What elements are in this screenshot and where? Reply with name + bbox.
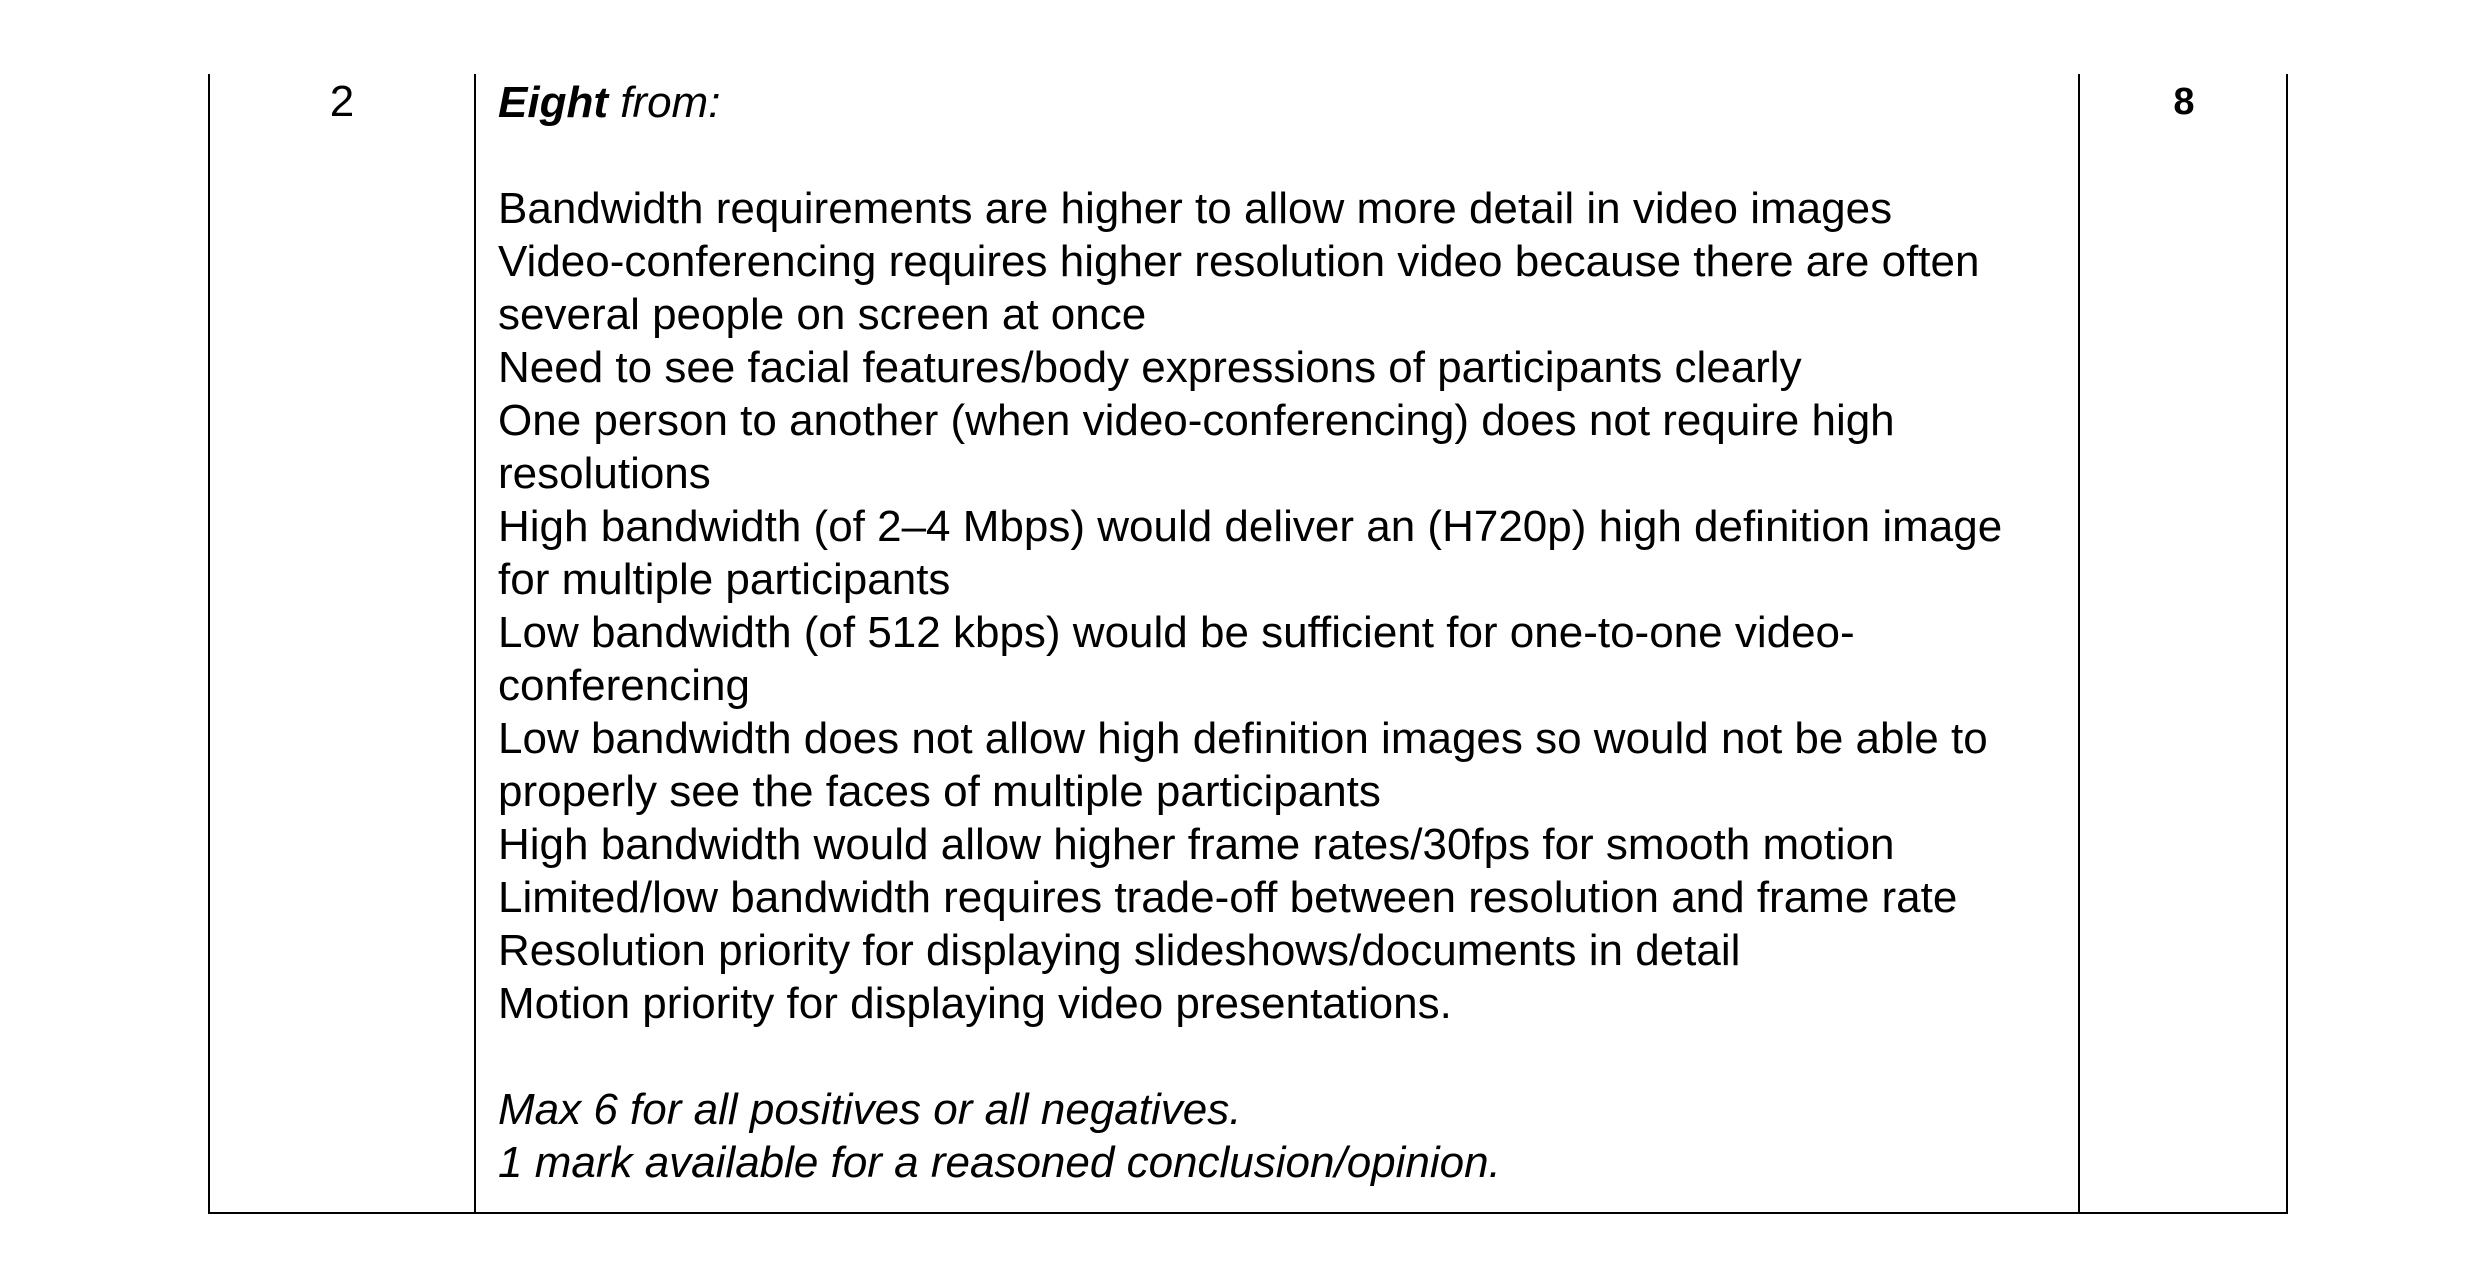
answer-point: Video-conferencing requires higher resolution video because there are often several people on screen at once (498, 237, 1980, 339)
marks-value: 8 (2173, 81, 2195, 123)
mark-scheme-table (208, 0, 2288, 1214)
marking-note: Max 6 for all positives or all negatives. (498, 1085, 1242, 1134)
answer-heading-count: Eight (498, 78, 608, 127)
column-divider-answer (2078, 74, 2080, 1214)
answer-point: Bandwidth requirements are higher to allow more detail in video images (498, 184, 1893, 233)
answer-point: Motion priority for displaying video presentations. (498, 979, 1452, 1028)
answer-point: Resolution priority for displaying slideshows/documents in detail (498, 926, 1741, 975)
answer-point: High bandwidth would allow higher frame rates/30fps for smooth motion (498, 820, 1895, 869)
answer-point: Low bandwidth (of 512 kbps) would be sufficient for one-to-one video-conferencing (498, 608, 1855, 710)
answer-heading (498, 76, 2038, 129)
question-number: 2 (329, 77, 355, 126)
answer-point: Low bandwidth does not allow high definition images so would not be able to properly see the faces of multiple participants (498, 714, 1988, 816)
table-border-left (208, 74, 210, 1214)
answer-heading-rest: from: (607, 78, 721, 127)
answer-point: Limited/low bandwidth requires trade-off between resolution and frame rate (498, 873, 1958, 922)
table-border-bottom (208, 1212, 2288, 1214)
answer-cell (498, 76, 2038, 1189)
answer-point: Need to see facial features/body expressions of participants clearly (498, 343, 1802, 392)
column-divider-question (474, 74, 476, 1214)
answer-point: High bandwidth (of 2–4 Mbps) would deliver an (H720p) high definition image for multiple participants (498, 502, 2003, 604)
marking-note: 1 mark available for a reasoned conclusion/opinion. (498, 1138, 1501, 1187)
table-border-right (2286, 74, 2288, 1214)
answer-point: One person to another (when video-conferencing) does not require high resolutions (498, 396, 1895, 498)
